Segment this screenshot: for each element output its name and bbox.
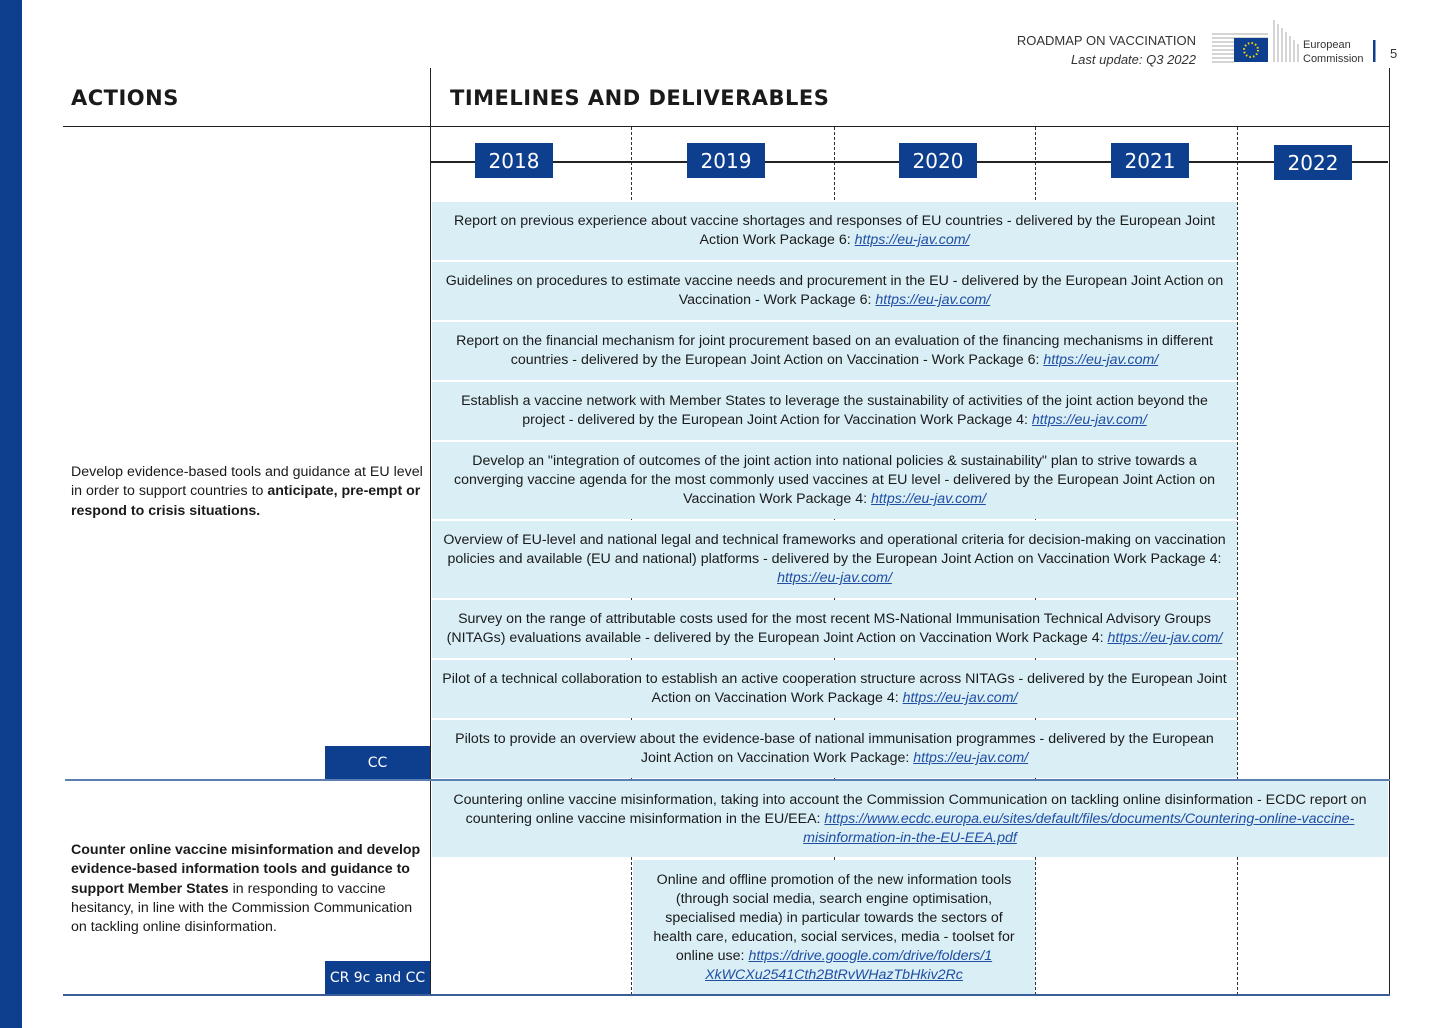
deliverable-link[interactable]: https://eu-jav.com/ — [913, 750, 1029, 766]
document-title: ROADMAP ON VACCINATION — [1016, 33, 1196, 48]
deliverable-text: Survey on the range of attributable costs used for the most recent MS-National Immunisation Technical Advisory Groups (NITAGs) evaluations available - delivered by the European Joint Action on Vaccination Work Package 4: — [446, 611, 1211, 646]
year-divider — [1237, 127, 1238, 995]
deliverable-row — [432, 720, 1237, 778]
deliverable-text: Pilots to provide an overview about the evidence-base of national immunisation programmes - delivered by the European Joint Action on Vaccination Work Package: — [455, 731, 1214, 766]
svg-text:Commission: Commission — [1303, 53, 1364, 65]
sidebar-bar — [0, 0, 22, 1028]
deliverable-text: Overview of EU-level and national legal and technical frameworks and operational criteria for decision-making on vaccination policies and available (EU and national) platforms - delivered by the European Joint Action on Vaccination Work Package 4: — [443, 532, 1226, 567]
deliverable-link[interactable]: https://drive.google.com/drive/folders/1 XkWCXu2541Cth2BtRvWHazTbHkiv2Rc — [705, 947, 993, 983]
deliverable-text: Establish a vaccine network with Member States to leverage the sustainability of activities of the joint action beyond the project - delivered by the European Joint Action for Vaccination Work Package 4: — [461, 393, 1208, 428]
deliverable-row — [432, 781, 1388, 857]
deliverable-row — [432, 382, 1237, 440]
reference-badge: CC — [325, 746, 430, 779]
action-emphasis: anticipate, pre-empt or respond to crisis situations. — [71, 483, 421, 519]
deliverable-link[interactable]: https://eu-jav.com/ — [902, 690, 1018, 706]
deliverable-link[interactable]: https://eu-jav.com/ — [871, 491, 986, 507]
actions-heading: ACTIONS — [71, 86, 179, 110]
deliverable-row — [432, 660, 1237, 718]
year-2021: 2021 — [1111, 143, 1189, 178]
timelines-heading: TIMELINES AND DELIVERABLES — [450, 86, 830, 110]
year-2020: 2020 — [899, 143, 977, 178]
reference-badge: CR 9c and CC — [325, 961, 430, 994]
action-description — [71, 841, 423, 937]
european-commission-logo — [1210, 18, 1380, 66]
deliverable-row — [432, 521, 1237, 598]
deliverable-text: Report on previous experience about vaccine shortages and responses of EU countries - delivered by the European Joint Action Work Package 6: — [453, 213, 1216, 248]
deliverable-text: Develop an "integration of outcomes of the joint action into national policies & sustainability" plan to strive towards a converging vaccine agenda for the most commonly used vaccines at EU level - delivered by the European Joint Action on Vaccination Work Package 4: — [453, 453, 1216, 507]
column-divider — [430, 68, 431, 995]
deliverable-link[interactable]: https://eu-jav.com/ — [854, 232, 970, 248]
deliverable-row — [633, 860, 1035, 995]
table-bottom-border — [63, 994, 1390, 996]
year-2019: 2019 — [687, 143, 765, 178]
right-border — [1389, 68, 1390, 995]
deliverable-link[interactable]: https://eu-jav.com/ — [1107, 630, 1223, 646]
deliverable-text: Pilot of a technical collaboration to establish an active cooperation structure across NITAGs - delivered by the European Joint Action on Vaccination Work Package 4: — [442, 671, 1227, 706]
header-divider — [63, 126, 1390, 127]
action-text: in responding to vaccine hesitancy, in line with the Commission Communication on tackling online disinformation. — [71, 880, 413, 936]
svg-text:European: European — [1303, 39, 1351, 51]
deliverable-text: Report on the financial mechanism for joint procurement based on an evaluation of the financing mechanisms in different countries - delivered by the European Joint Action on Vaccination - Work Package 6: — [456, 333, 1213, 368]
action-text: Develop evidence-based tools and guidance at EU level in order to support countries to — [71, 464, 423, 500]
deliverable-row — [432, 322, 1237, 380]
last-update: Last update: Q3 2022 — [1070, 52, 1196, 67]
page-number: 5 — [1390, 46, 1398, 61]
action-description — [71, 463, 423, 521]
deliverable-link[interactable]: https://eu-jav.com/ — [1031, 412, 1147, 428]
deliverable-link[interactable]: https://www.ecdc.europa.eu/sites/default/files/documents/Countering-online-vaccine-misinformation-in-the-EU-EEA.pdf — [803, 810, 1355, 846]
deliverable-row — [432, 202, 1237, 260]
deliverable-link[interactable]: https://eu-jav.com/ — [1043, 352, 1159, 368]
year-2022: 2022 — [1274, 145, 1352, 180]
deliverable-link[interactable]: https://eu-jav.com/ — [875, 292, 991, 308]
deliverable-link[interactable]: https://eu-jav.com/ — [777, 570, 892, 586]
action-emphasis: Counter online vaccine misinformation and develop evidence-based information tools and guidance to support Member States — [71, 842, 421, 897]
deliverable-row — [432, 262, 1237, 320]
deliverable-text: Guidelines on procedures to estimate vaccine needs and procurement in the EU - delivered by the European Joint Action on Vaccination - Work Package 6: — [445, 273, 1224, 308]
year-2018: 2018 — [475, 143, 553, 178]
deliverable-text: Online and offline promotion of the new information tools (through social media, search engine optimisation, specialised media) in particular towards the sectors of health care, education, social services, media - toolset for online use: — [653, 871, 1015, 964]
deliverable-row — [432, 442, 1237, 519]
deliverable-row — [432, 600, 1237, 658]
deliverable-text: Countering online vaccine misinformation, taking into account the Commission Communication on tackling online disinformation - ECDC report on countering online vaccine misinformation in the EU/EEA: — [453, 791, 1367, 827]
